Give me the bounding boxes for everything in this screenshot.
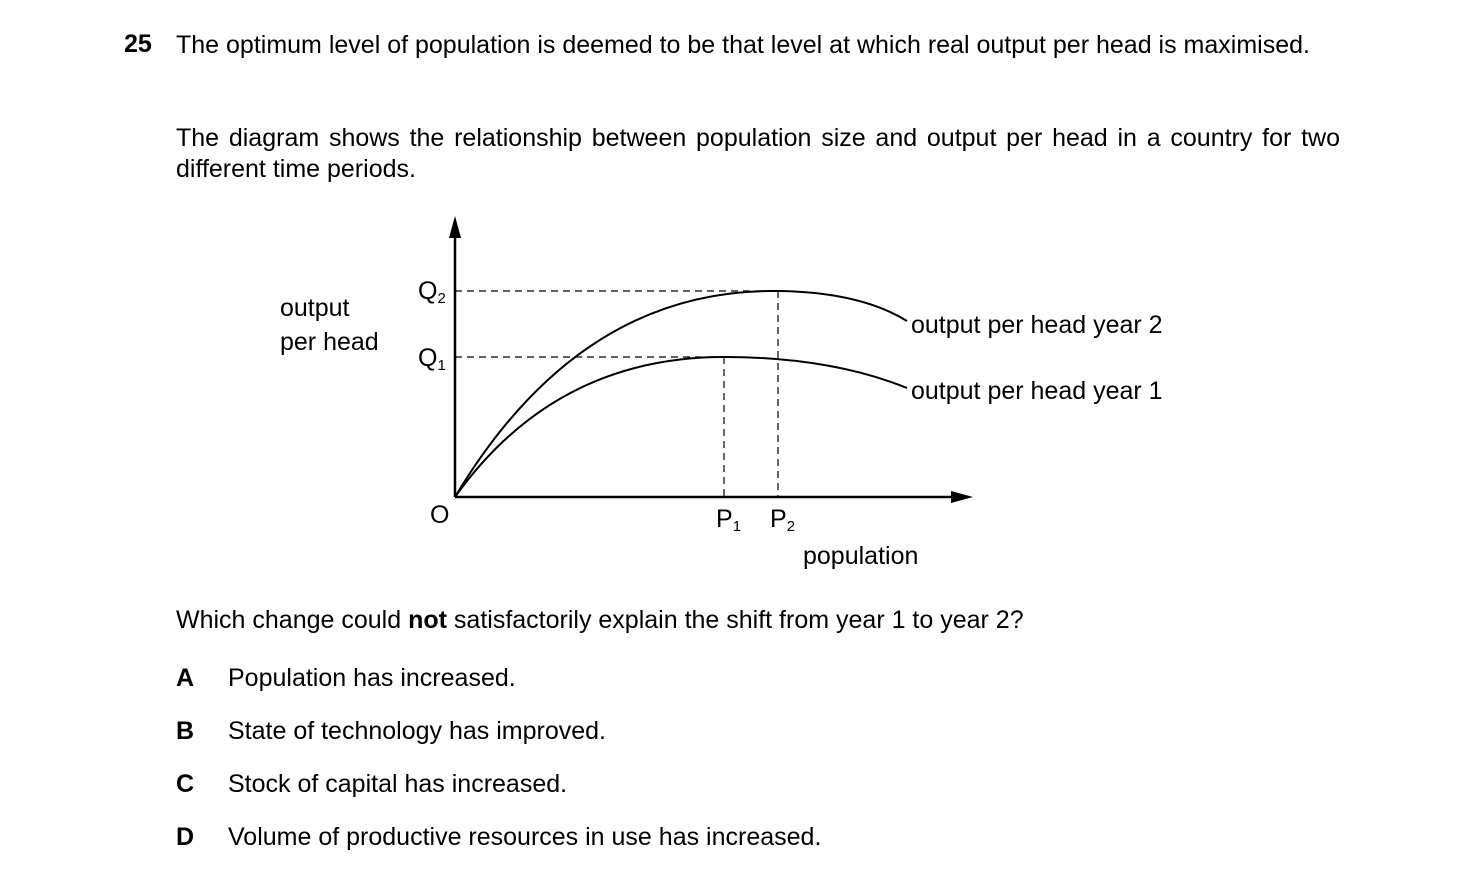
q2-label [418,277,446,307]
stem-bold-not: not [408,606,447,634]
p2-letter: P [770,505,787,533]
y-axis-arrow [449,216,461,238]
option-c[interactable] [176,769,567,800]
p1-letter: P [716,505,733,533]
curve-year-1 [455,357,907,497]
question-intro: The optimum level of population is deemed to be that level at which real output per head is maximised. [176,31,1310,59]
p1-label [716,505,741,535]
option-d[interactable] [176,822,821,853]
p2-subscript: 2 [786,518,796,535]
option-c-letter: C [176,770,195,798]
curve-year-2-label: output per head year 2 [911,311,1163,339]
diagram-intro: The diagram shows the relationship between population size and output per head in a country for two different time periods. [176,124,1340,183]
p1-subscript: 1 [732,518,742,535]
x-axis-label: population [803,542,919,570]
origin-label: O [430,501,450,529]
question-number: 25 [124,30,152,58]
stem-text-start: Which change could [176,606,409,634]
option-d-text: Volume of productive resources in use has increased. [228,823,822,851]
p2-label [770,505,795,535]
option-a[interactable] [176,663,516,694]
q2-subscript: 2 [437,290,446,307]
option-d-letter: D [176,823,195,851]
option-c-text: Stock of capital has increased. [228,770,568,798]
x-axis-arrow [951,491,973,503]
curve-year-1-label: output per head year 1 [911,377,1163,405]
q1-subscript: 1 [437,357,446,374]
curve-year-2 [455,291,907,497]
q1-label [418,344,446,374]
option-b-letter: B [176,717,195,745]
option-b-text: State of technology has improved. [228,717,607,745]
option-b[interactable] [176,716,606,747]
q2-letter: Q [418,277,438,305]
y-axis-label-line1: output [280,294,350,322]
question-stem [176,605,1340,636]
y-axis-label-line2: per head [280,328,379,356]
option-a-text: Population has increased. [228,664,516,692]
q1-letter: Q [418,344,438,372]
option-a-letter: A [176,664,195,692]
stem-text-end: satisfactorily explain the shift from year 1 to year 2? [446,606,1024,634]
